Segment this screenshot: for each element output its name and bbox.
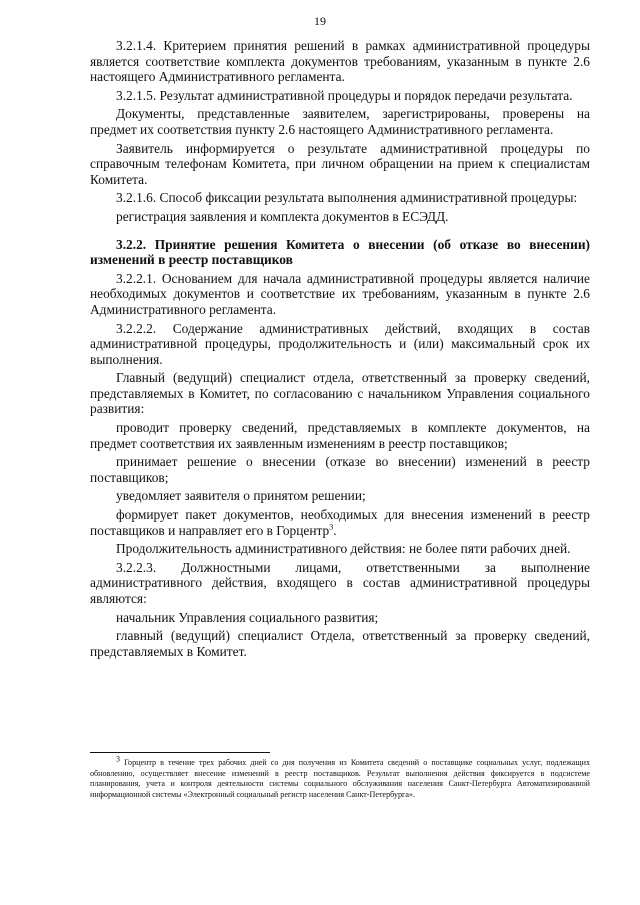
paragraph: Продолжительность административного действия: не более пяти рабочих дней. xyxy=(116,541,571,557)
footnote-text: Горцентр в течение трех рабочих дней со дня получения из Комитета сведений о поставщике социальных услуг, подлежащих обновлению, осуществляет внесение изменений в реестр поставщиков. Результат выполнения действия фиксируется в подсистеме планирования, учета и контроля деятельности системы социального обслуживания населения Санкт-Петербурга Автоматизированной информационной системы «Электронный социальный регистр населения Санкт-Петербурга». xyxy=(90,758,591,799)
footnote-divider xyxy=(90,752,270,753)
paragraph: регистрация заявления и комплекта документов в ЕСЭДД. xyxy=(116,208,449,224)
list-item: уведомляет заявителя о принятом решении; xyxy=(116,488,366,504)
footnote xyxy=(90,754,591,800)
paragraph-3-2-1-5: 3.2.1.5. Результат административной процедуры и порядок передачи результата. xyxy=(116,87,573,103)
section-heading-3-2-2: 3.2.2. Принятие решения Комитета о внесении (об отказе во внесении) изменений в реестр поставщиков xyxy=(90,236,590,268)
list-item: главный (ведущий) специалист Отдела, ответственный за проверку сведений, представляемых в Комитет. xyxy=(90,628,590,659)
document-body xyxy=(90,38,590,662)
list-item: принимает решение о внесении (отказе во внесении) изменений в реестр поставщиков; xyxy=(90,454,590,485)
footnote-mark: 3 xyxy=(116,754,120,764)
list-item: формирует пакет документов, необходимых для внесения изменений в реестр поставщиков и направляет его в Горцентр$^3$. xyxy=(90,507,590,538)
footnote-reference: 3 xyxy=(329,522,334,532)
paragraph-3-2-2-1: 3.2.2.1. Основанием для начала административной процедуры является наличие необходимых документов и соответствие их требованиям, указанным в пункте 2.6 Административного регламента. xyxy=(90,270,590,317)
list-item-text: формирует пакет документов, необходимых для внесения изменений в реестр поставщиков и направляет его в Горцентр xyxy=(90,507,590,538)
list-item: начальник Управления социального развития; xyxy=(116,609,379,625)
list-item: проводит проверку сведений, представляемых в комплекте документов, на предмет соответствия их заявленным изменениям в реестр поставщиков; xyxy=(90,420,590,451)
paragraph: Главный (ведущий) специалист отдела, ответственный за проверку сведений, представляемых в Комитет, по согласованию с начальником Управления социального развития: xyxy=(90,370,590,417)
paragraph-3-2-2-3: 3.2.2.3. Должностными лицами, ответственными за выполнение административного действия, входящего в состав административной процедуры являются: xyxy=(90,559,590,606)
paragraph: Документы, представленные заявителем, зарегистрированы, проверены на предмет их соответствия пункту 2.6 настоящего Административного регламента. xyxy=(90,106,590,137)
paragraph-3-2-1-4: 3.2.1.4. Критерием принятия решений в рамках административной процедуры является соответствие комплекта документов требованиям, указанным в пункте 2.6 настоящего Административного регламента. xyxy=(90,38,590,85)
paragraph-3-2-2-2: 3.2.2.2. Содержание административных действий, входящих в состав административной процедуры, продолжительность и (или) максимальный срок их выполнения. xyxy=(90,320,590,367)
page-number: 19 xyxy=(314,14,326,28)
paragraph: Заявитель информируется о результате административной процедуры по справочным телефонам Комитета, при личном обращении на прием к специалистам Комитета. xyxy=(90,140,590,187)
paragraph-3-2-1-6: 3.2.1.6. Способ фиксации результата выполнения административной процедуры: xyxy=(116,190,578,206)
